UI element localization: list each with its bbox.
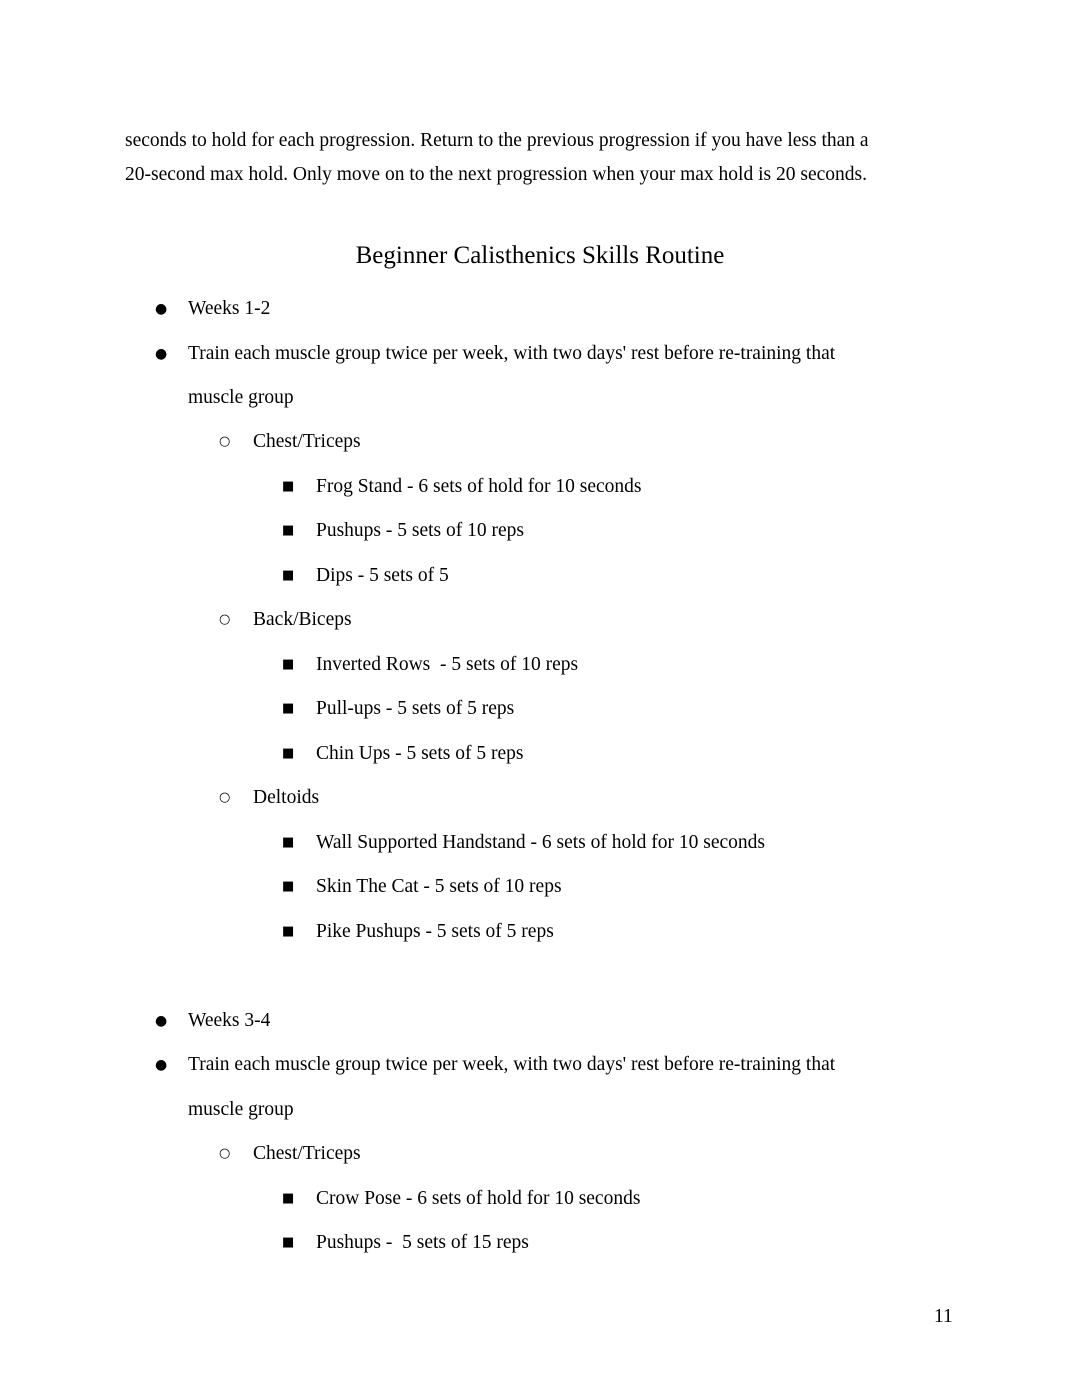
muscle-group-label: Chest/Triceps: [253, 431, 361, 452]
exercise-item: Inverted Rows - 5 sets of 10 reps: [316, 654, 579, 675]
exercise-item: Chin Ups - 5 sets of 5 reps: [316, 743, 524, 764]
exercise-item: Pull-ups - 5 sets of 5 reps: [316, 698, 515, 719]
bullet-circle-icon: ○: [219, 434, 231, 449]
muscle-group-label: Deltoids: [253, 787, 320, 808]
exercise-item: Pushups - 5 sets of 10 reps: [316, 520, 524, 541]
bullet-square-icon: ■: [282, 879, 295, 894]
exercise-item: Crow Pose - 6 sets of hold for 10 seconds: [316, 1188, 641, 1209]
training-instruction: muscle group: [188, 1099, 294, 1120]
bullet-square-icon: ■: [282, 1191, 295, 1206]
intro-line: 20-second max hold. Only move on to the next progression when your max hold is 20 seconds.: [125, 164, 867, 185]
bullet-square-icon: ■: [282, 835, 295, 850]
page-number: 11: [934, 1306, 953, 1327]
weeks-label: Weeks 3-4: [188, 1010, 271, 1031]
muscle-group-label: Chest/Triceps: [253, 1143, 361, 1164]
bullet-dot-icon: ●: [155, 1057, 168, 1073]
exercise-item: Dips - 5 sets of 5: [316, 565, 449, 586]
training-instruction: muscle group: [188, 387, 294, 408]
bullet-square-icon: ■: [282, 657, 295, 672]
bullet-square-icon: ■: [282, 701, 295, 716]
section-title: Beginner Calisthenics Skills Routine: [355, 242, 725, 269]
bullet-square-icon: ■: [282, 1235, 295, 1250]
bullet-circle-icon: ○: [219, 612, 231, 627]
bullet-dot-icon: ●: [155, 1013, 168, 1029]
exercise-item: Pushups - 5 sets of 15 reps: [316, 1232, 529, 1253]
bullet-square-icon: ■: [282, 746, 295, 761]
exercise-item: Pike Pushups - 5 sets of 5 reps: [316, 921, 554, 942]
muscle-group-label: Back/Biceps: [253, 609, 352, 630]
exercise-item: Frog Stand - 6 sets of hold for 10 seconds: [316, 476, 642, 497]
bullet-square-icon: ■: [282, 568, 295, 583]
bullet-square-icon: ■: [282, 479, 295, 494]
bullet-square-icon: ■: [282, 523, 295, 538]
weeks-label: Weeks 1-2: [188, 298, 271, 319]
exercise-item: Skin The Cat - 5 sets of 10 reps: [316, 876, 562, 897]
bullet-circle-icon: ○: [219, 1146, 231, 1161]
exercise-item: Wall Supported Handstand - 6 sets of hold for 10 seconds: [316, 832, 766, 853]
intro-line: seconds to hold for each progression. Return to the previous progression if you have less than a: [125, 130, 869, 151]
training-instruction: Train each muscle group twice per week, with two days' rest before re-training that: [188, 1054, 836, 1075]
bullet-dot-icon: ●: [155, 346, 168, 362]
bullet-dot-icon: ●: [155, 301, 168, 317]
bullet-circle-icon: ○: [219, 790, 231, 805]
bullet-square-icon: ■: [282, 924, 295, 939]
training-instruction: Train each muscle group twice per week, with two days' rest before re-training that: [188, 343, 836, 364]
intro-paragraph: [125, 124, 965, 192]
